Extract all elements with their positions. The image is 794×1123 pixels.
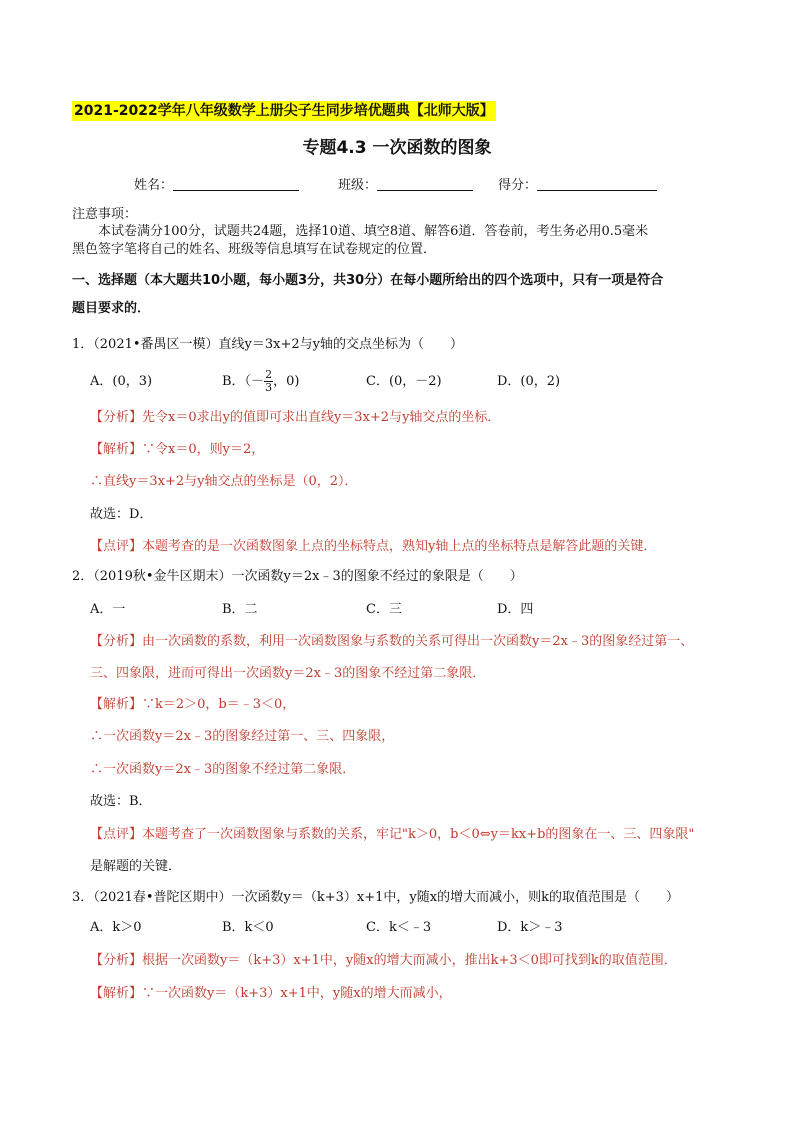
class-field[interactable]: [338, 176, 473, 196]
q1-option-b[interactable]: [222, 362, 299, 402]
section-heading-1: 一、选择题（本大题共10小题，每小题3分，共30分）在每小题所给出的四个选项中，只有一项是符合: [72, 273, 664, 288]
score-label: 得分：: [498, 178, 538, 193]
analysis-tag: 【分析】: [90, 410, 143, 425]
name-field[interactable]: [134, 176, 299, 196]
q3-stem: 3．（2021春•普陀区期中）一次函数y＝（k+3）x+1中，y随x的增大而减小，则k的取值范围是（ ）: [72, 890, 679, 905]
comment-tag: 【点评】: [90, 827, 143, 842]
q1-option-a[interactable]: A．(0，3): [90, 374, 153, 389]
score-field[interactable]: [498, 176, 657, 196]
q1-option-b-suffix: ，0): [273, 374, 300, 389]
solution-tag: 【解析】: [90, 442, 143, 457]
page-title: 专题4.3 一次函数的图象: [302, 138, 492, 158]
analysis-text: 根据一次函数y＝（k+3）x+1中，y随x的增大而减小，推出k+3＜0即可找到k的取值范围．: [142, 953, 677, 968]
q1-answer: 故选：D．: [90, 507, 153, 522]
class-blank[interactable]: [377, 176, 473, 191]
solution-tag: 【解析】: [90, 697, 143, 712]
q2-option-b[interactable]: B．二: [222, 602, 258, 617]
section-heading-2: 题目要求的．: [72, 301, 151, 316]
analysis-text: 由一次函数的系数，利用一次函数图象与系数的关系可得出一次函数y＝2x﹣3的图象经过第一、: [142, 634, 694, 649]
analysis-tag: 【分析】: [90, 634, 143, 649]
q2-answer: 故选：B．: [90, 794, 152, 809]
comment-tag: 【点评】: [90, 539, 143, 554]
q2-option-c[interactable]: C．三: [366, 602, 402, 617]
q2-comment-line-2: 是解题的关键．: [90, 859, 182, 874]
q1-option-b-fraction: [264, 369, 273, 394]
q3-solution: [90, 984, 452, 1004]
banner-title: 2021-2022学年八年级数学上册尖子生同步培优题典【北师大版】: [74, 103, 494, 119]
analysis-tag: 【分析】: [90, 953, 143, 968]
q2-option-d[interactable]: D．四: [497, 602, 534, 617]
solution-text: ∵一次函数y＝（k+3）x+1中，y随x的增大而减小，: [142, 986, 452, 1001]
q3-option-d[interactable]: D．k＞﹣3: [497, 920, 563, 935]
name-blank[interactable]: [173, 176, 299, 191]
q2-analysis: [90, 632, 693, 652]
score-blank[interactable]: [537, 176, 657, 191]
q3-analysis: [90, 951, 677, 971]
q3-option-c[interactable]: C．k＜﹣3: [366, 920, 432, 935]
q1-option-d[interactable]: D．(0，2): [497, 374, 561, 389]
q2-option-a[interactable]: A．一: [90, 602, 126, 617]
q2-stem: 2．（2019秋•金牛区期末）一次函数y＝2x﹣3的图象不经过的象限是（ ）: [72, 569, 523, 584]
notice-heading: 注意事项：: [72, 207, 138, 222]
q1-solution-line-2: ∴直线y＝3x+2与y轴交点的坐标是（0，2）．: [90, 474, 358, 489]
solution-text: ∵k＝2＞0，b＝﹣3＜0，: [142, 697, 296, 712]
q1-stem: 1．（2021•番禺区一模）直线y＝3x+2与y轴的交点坐标为（ ）: [72, 337, 463, 352]
comment-text: 本题考查的是一次函数图象上点的坐标特点，熟知y轴上点的坐标特点是解答此题的关键．: [142, 539, 657, 554]
class-label: 班级：: [338, 178, 378, 193]
solution-tag: 【解析】: [90, 986, 143, 1001]
name-label: 姓名：: [134, 178, 174, 193]
q1-comment: [90, 537, 656, 557]
q3-option-a[interactable]: A．k＞0: [90, 920, 142, 935]
q1-option-c[interactable]: C．(0，－2): [366, 374, 442, 389]
q2-comment: [90, 825, 694, 845]
notice-line-2: 黑色签字笔将自己的姓名、班级等信息填写在试卷规定的位置．: [72, 242, 437, 257]
q1-option-b-prefix: B．（－: [222, 374, 265, 389]
q2-solution-line-2: ∴一次函数y＝2x﹣3的图象经过第一、三、四象限，: [90, 729, 395, 744]
q2-solution-line-3: ∴一次函数y＝2x﹣3的图象不经过第二象限．: [90, 762, 356, 777]
q1-analysis: [90, 408, 500, 428]
q2-analysis-line-2: 三、四象限，进而可得出一次函数y＝2x﹣3的图象不经过第二象限．: [90, 666, 486, 681]
q3-option-b[interactable]: B．k＜0: [222, 920, 274, 935]
q1-solution: [90, 440, 264, 460]
analysis-text: 先令x＝0求出y的值即可求出直线y＝3x+2与y轴交点的坐标．: [142, 410, 501, 425]
fraction-numerator: 2: [265, 368, 273, 381]
q2-solution: [90, 695, 295, 715]
fraction-denominator: 3: [265, 381, 273, 394]
solution-text: ∵令x＝0，则y＝2，: [142, 442, 265, 457]
notice-line-1: 本试卷满分100分，试题共24题，选择10道、填空8道、解答6道．答卷前，考生务必用0.5毫米: [98, 224, 649, 239]
comment-text: 本题考查了一次函数图象与系数的关系，牢记"k＞0，b＜0⇔y＝kx+b的图象在一、三、四象限": [142, 827, 695, 842]
